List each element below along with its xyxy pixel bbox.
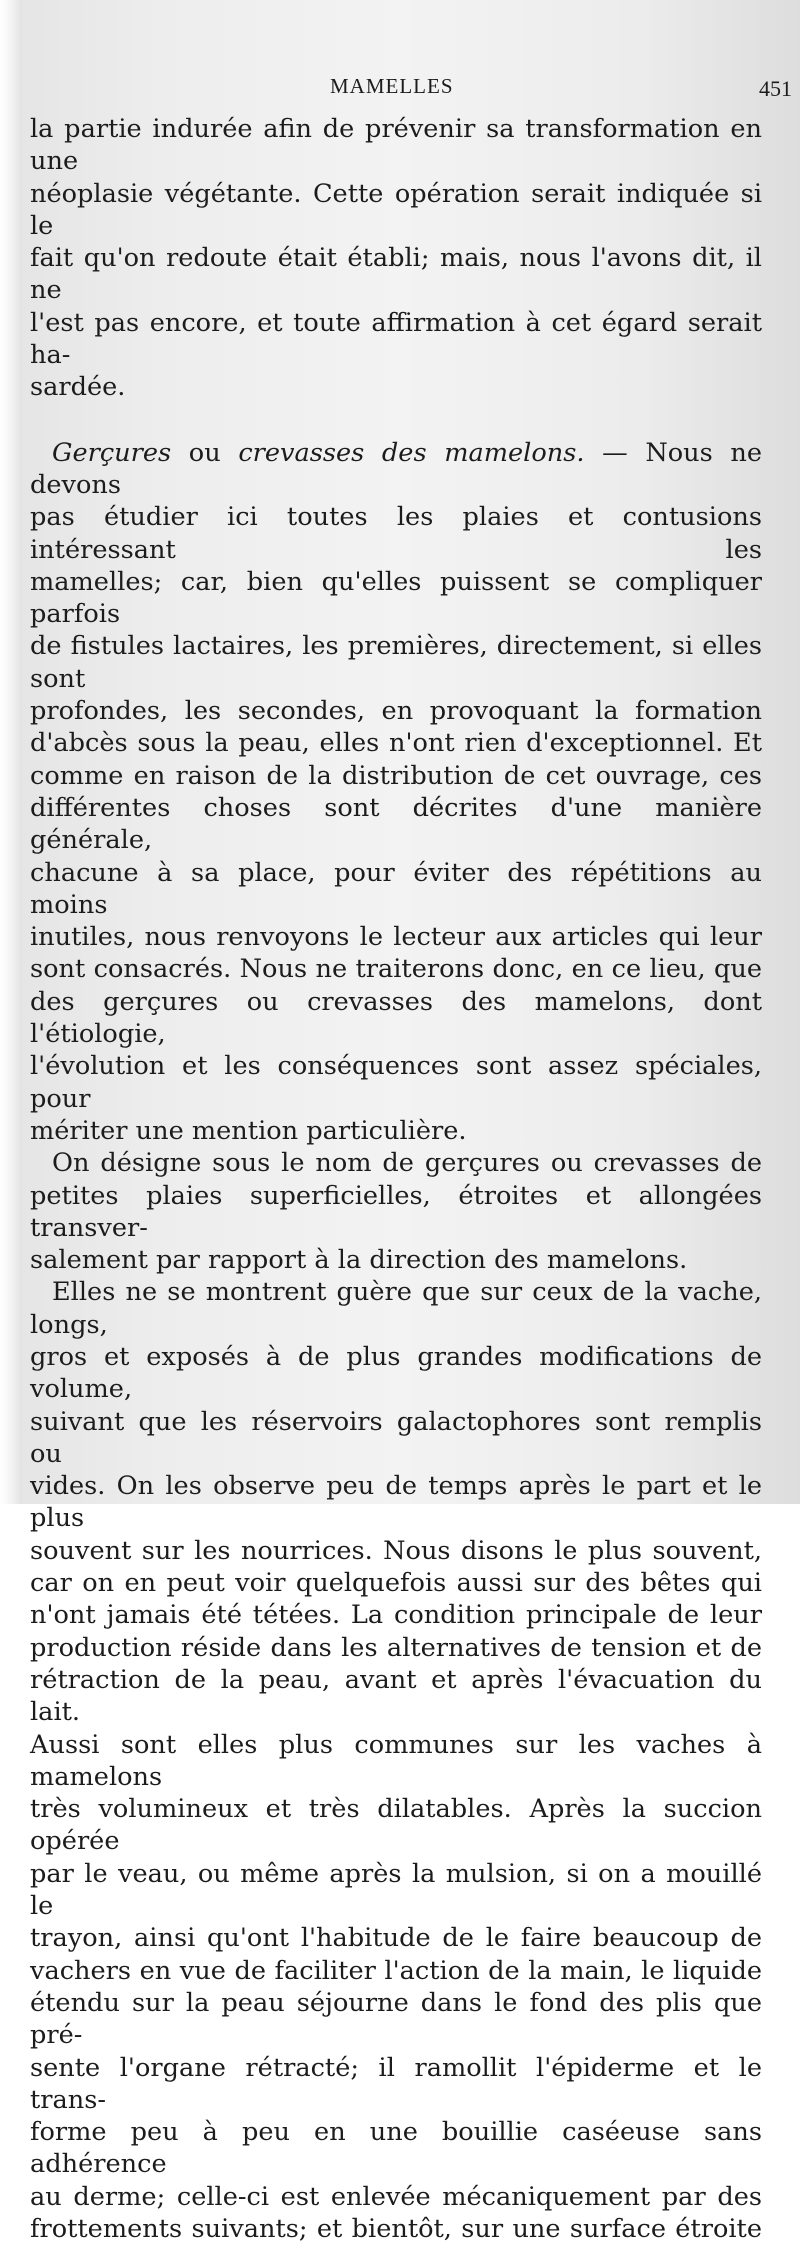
page-binding-edge <box>0 0 22 1504</box>
text-line: comme en raison de la distribution de cet ouvrage, ces <box>30 760 762 791</box>
body-text <box>30 113 762 2245</box>
text-line: vides. On les observe peu de temps après le part et le plus <box>30 1471 762 1534</box>
text-line: sente l'organe rétracté; il ramollit l'épiderme et le trans- <box>30 2052 762 2115</box>
text-line: étendu sur la peau séjourne dans le fond des plis que pré- <box>30 1987 762 2051</box>
text-line: suivant que les réservoirs galactophores sont remplis ou <box>30 1406 762 1469</box>
paragraph-1 <box>30 113 762 404</box>
paragraph-2 <box>30 437 762 1148</box>
text-line: Elles ne se montrent guère que sur ceux de la vache, longs, <box>30 1277 762 1340</box>
text-line: de fistules lactaires, les premières, directement, si elles sont <box>30 631 762 694</box>
running-head: MAMELLES <box>330 74 454 98</box>
text-line: n'ont jamais été tétées. La condition principale de leur <box>30 1600 762 1631</box>
text-line: d'abcès sous la peau, elles n'ont rien d'exceptionnel. Et <box>30 728 762 759</box>
heading-conjunction: ou <box>171 437 239 468</box>
text-line: trayon, ainsi qu'ont l'habitude de le faire beaucoup de <box>30 1923 762 1954</box>
text-line: forme peu à peu en une bouillie caséeuse sans adhérence <box>30 2117 762 2180</box>
text-line: rétraction de la peau, avant et après l'évacuation du lait. <box>30 1664 762 1728</box>
text-line: souvent sur les nourrices. Nous disons le plus souvent, <box>30 1535 762 1566</box>
text-line: vachers en vue de faciliter l'action de la main, le liquide <box>30 1955 762 1986</box>
heading-line-rest: — Nous ne devons <box>30 437 762 500</box>
text-line: l'évolution et les conséquences sont assez spéciales, pour <box>30 1051 762 1114</box>
paragraph-3 <box>30 1147 762 1276</box>
text-line: la partie indurée afin de prévenir sa transformation en une <box>30 114 762 177</box>
text-line: salement par rapport à la direction des mamelons. <box>30 1245 688 1276</box>
text-line: sardée. <box>30 372 126 403</box>
text-line: petites plaies superficielles, étroites et allongées transver- <box>30 1180 762 1243</box>
text-line: mamelles; car, bien qu'elles puissent se compliquer parfois <box>30 566 762 630</box>
text-line: au derme; celle-ci est enlevée mécaniquement par des <box>30 2181 762 2212</box>
text-line: profondes, les secondes, en provoquant la formation <box>30 696 762 727</box>
text-line: mériter une mention particulière. <box>30 1115 467 1146</box>
page-number: 451 <box>759 76 792 101</box>
text-line: car on en peut voir quelquefois aussi sur des bêtes qui <box>30 1568 762 1599</box>
text-line: des gerçures ou crevasses des mamelons, dont l'étiologie, <box>30 986 762 1050</box>
heading-term-gercures: Gerçures <box>52 437 172 468</box>
paragraph-4 <box>30 1276 762 2245</box>
text-line: néoplasie végétante. Cette opération serait indiquée si le <box>30 178 762 241</box>
text-line: production réside dans les alternatives de tension et de <box>30 1632 762 1663</box>
text-line: On désigne sous le nom de gerçures ou crevasses de <box>52 1148 762 1179</box>
text-line: sont consacrés. Nous ne traiterons donc, en ce lieu, que <box>30 954 762 985</box>
page-header <box>0 74 800 104</box>
text-line: inutiles, nous renvoyons le lecteur aux articles qui leur <box>30 922 762 953</box>
text-line: différentes choses sont décrites d'une manière générale, <box>30 792 762 856</box>
heading-term-crevasses: crevasses des mamelons. <box>238 437 585 468</box>
text-line: Aussi sont elles plus communes sur les vaches à mamelons <box>30 1729 762 1792</box>
text-line: fait qu'on redoute était établi; mais, nous l'avons dit, il ne <box>30 243 762 306</box>
section-heading-line <box>30 437 762 502</box>
text-line: très volumineux et très dilatables. Après la succion opérée <box>30 1794 762 1857</box>
text-line: chacune à sa place, pour éviter des répétitions au moins <box>30 857 762 920</box>
text-line: par le veau, ou même après la mulsion, si on a mouillé le <box>30 1858 762 1922</box>
text-line: pas étudier ici toutes les plaies et contusions intéressant les <box>30 502 762 565</box>
text-line: l'est pas encore, et toute affirmation à cet égard serait ha- <box>30 307 762 371</box>
text-line: gros et exposés à de plus grandes modifications de volume, <box>30 1341 762 1405</box>
text-line: frottements suivants; et bientôt, sur une surface étroite <box>30 2214 762 2244</box>
